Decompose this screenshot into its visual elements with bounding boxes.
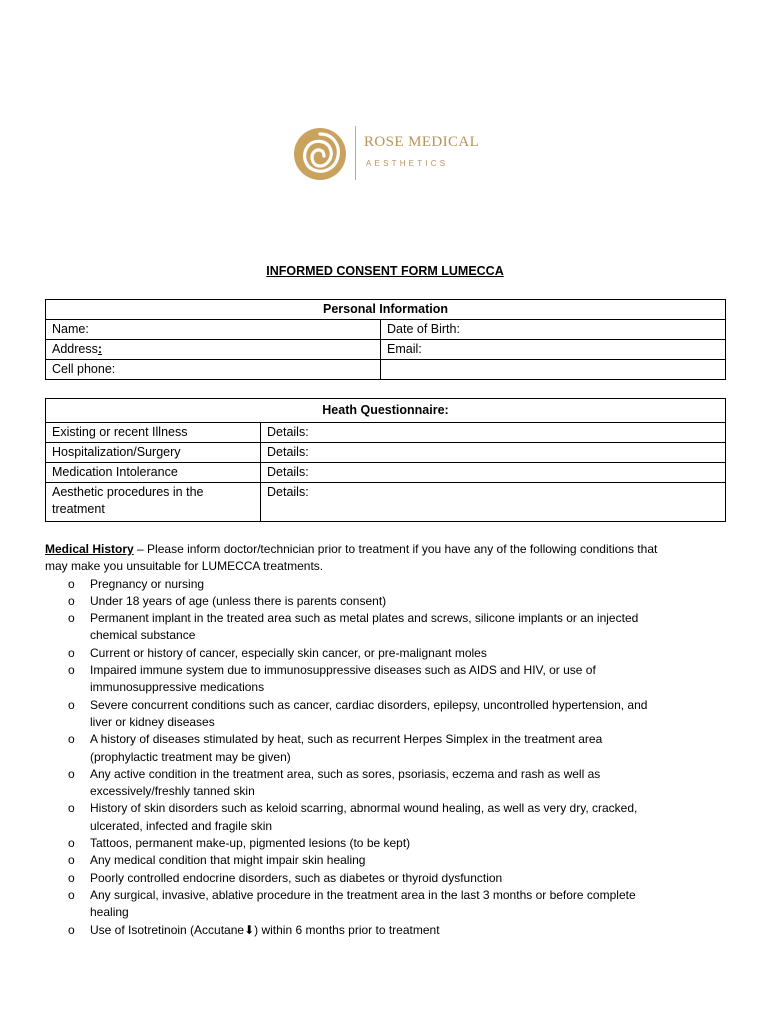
medical-history-intro — [45, 541, 665, 576]
medical-history-label: Medical History — [45, 542, 134, 556]
condition-text: Tattoos, permanent make-up, pigmented lesions (to be kept) — [90, 836, 411, 851]
condition-text: Permanent implant in the treated area such as metal plates and screws, silicone implants or an injected chemical substance — [90, 611, 639, 643]
conditions-list — [45, 576, 665, 939]
condition-text: Pregnancy or nursing — [90, 576, 205, 591]
bullet-icon: o — [68, 766, 75, 781]
condition-item — [45, 610, 665, 645]
condition-item — [45, 870, 665, 887]
rose-medical-logo — [292, 126, 492, 182]
bullet-icon: o — [68, 593, 75, 608]
cell-phone-field[interactable]: Cell phone: — [46, 360, 381, 380]
condition-text: A history of diseases stimulated by heat, such as recurrent Herpes Simplex in the treatment area (prophylactic treatment may be given) — [90, 732, 603, 764]
brand-name: ROSE MEDICAL — [364, 134, 480, 150]
empty-field — [381, 360, 726, 380]
condition-text: Current or history of cancer, especially skin cancer, or pre-malignant moles — [90, 645, 487, 660]
condition-text: Under 18 years of age (unless there is parents consent) — [90, 593, 387, 608]
bullet-icon: o — [68, 887, 75, 902]
bullet-icon: o — [68, 611, 75, 626]
health-questionnaire-heading: Heath Questionnaire: — [46, 399, 726, 423]
address-field[interactable] — [46, 340, 381, 360]
condition-text: Any active condition in the treatment area, such as sores, psoriasis, eczema and rash as well as excessively/freshly tanned skin — [90, 766, 601, 799]
email-field[interactable]: Email: — [381, 340, 726, 360]
bullet-icon: o — [68, 697, 75, 712]
condition-item — [45, 731, 665, 766]
questionnaire-details-field[interactable]: Details: — [261, 463, 726, 483]
questionnaire-details-field[interactable]: Details: — [261, 443, 726, 463]
questionnaire-label: Medication Intolerance — [46, 463, 261, 483]
condition-item — [45, 645, 665, 662]
condition-item — [45, 852, 665, 869]
brand-tagline: AESTHETICS — [366, 159, 449, 168]
condition-text: Impaired immune system due to immunosuppressive diseases such as AIDS and HIV, or use of immunosuppressive medications — [90, 663, 596, 695]
bullet-icon: o — [68, 576, 75, 591]
condition-item — [45, 922, 665, 939]
health-questionnaire-table — [45, 398, 726, 522]
bullet-icon: o — [68, 801, 75, 816]
medical-history-section — [45, 541, 665, 939]
condition-text: Use of Isotretinoin (Accutane⬇) within 6 months prior to treatment — [90, 922, 440, 937]
questionnaire-label: Hospitalization/Surgery — [46, 443, 261, 463]
personal-information-heading: Personal Information — [46, 300, 726, 320]
rose-logo-icon — [292, 126, 352, 182]
condition-item — [45, 766, 665, 801]
name-field[interactable]: Name: — [46, 320, 381, 340]
bullet-icon: o — [68, 836, 75, 851]
address-label: Address — [52, 342, 98, 356]
bullet-icon: o — [68, 732, 75, 747]
condition-item — [45, 835, 665, 852]
condition-text: Any surgical, invasive, ablative procedure in the treatment area in the last 3 months or before complete healing — [90, 887, 636, 920]
condition-text: Any medical condition that might impair skin healing — [90, 853, 366, 868]
bullet-icon: o — [68, 922, 75, 937]
bullet-icon: o — [68, 870, 75, 885]
logo-divider — [355, 126, 356, 180]
date-of-birth-field[interactable]: Date of Birth: — [381, 320, 726, 340]
medical-history-text: – Please inform doctor/technician prior to treatment if you have any of the following conditions that may make you unsuitable for LUMECCA treatments. — [45, 542, 658, 574]
bullet-icon: o — [68, 853, 75, 868]
condition-item — [45, 887, 665, 922]
questionnaire-details-field[interactable]: Details: — [261, 423, 726, 443]
document-title: INFORMED CONSENT FORM LUMECCA — [266, 264, 504, 278]
bullet-icon: o — [68, 645, 75, 660]
condition-text: Severe concurrent conditions such as cancer, cardiac disorders, epilepsy, uncontrolled hypertension, and liver or kidney diseases — [90, 697, 648, 729]
condition-item — [45, 576, 665, 593]
address-colon: : — [97, 342, 103, 356]
condition-text: Poorly controlled endocrine disorders, such as diabetes or thyroid dysfunction — [90, 870, 503, 885]
condition-item — [45, 697, 665, 732]
questionnaire-label: Existing or recent Illness — [46, 423, 261, 443]
personal-information-table — [45, 299, 726, 380]
condition-item — [45, 593, 665, 610]
condition-item — [45, 800, 665, 835]
questionnaire-label: Aesthetic procedures in the treatment — [46, 483, 261, 522]
bullet-icon: o — [68, 663, 75, 678]
questionnaire-details-field[interactable]: Details: — [261, 483, 726, 522]
condition-item — [45, 662, 665, 697]
condition-text: History of skin disorders such as keloid scarring, abnormal wound healing, as well as very dry, cracked, ulcerated, infected and fragile skin — [90, 801, 638, 833]
